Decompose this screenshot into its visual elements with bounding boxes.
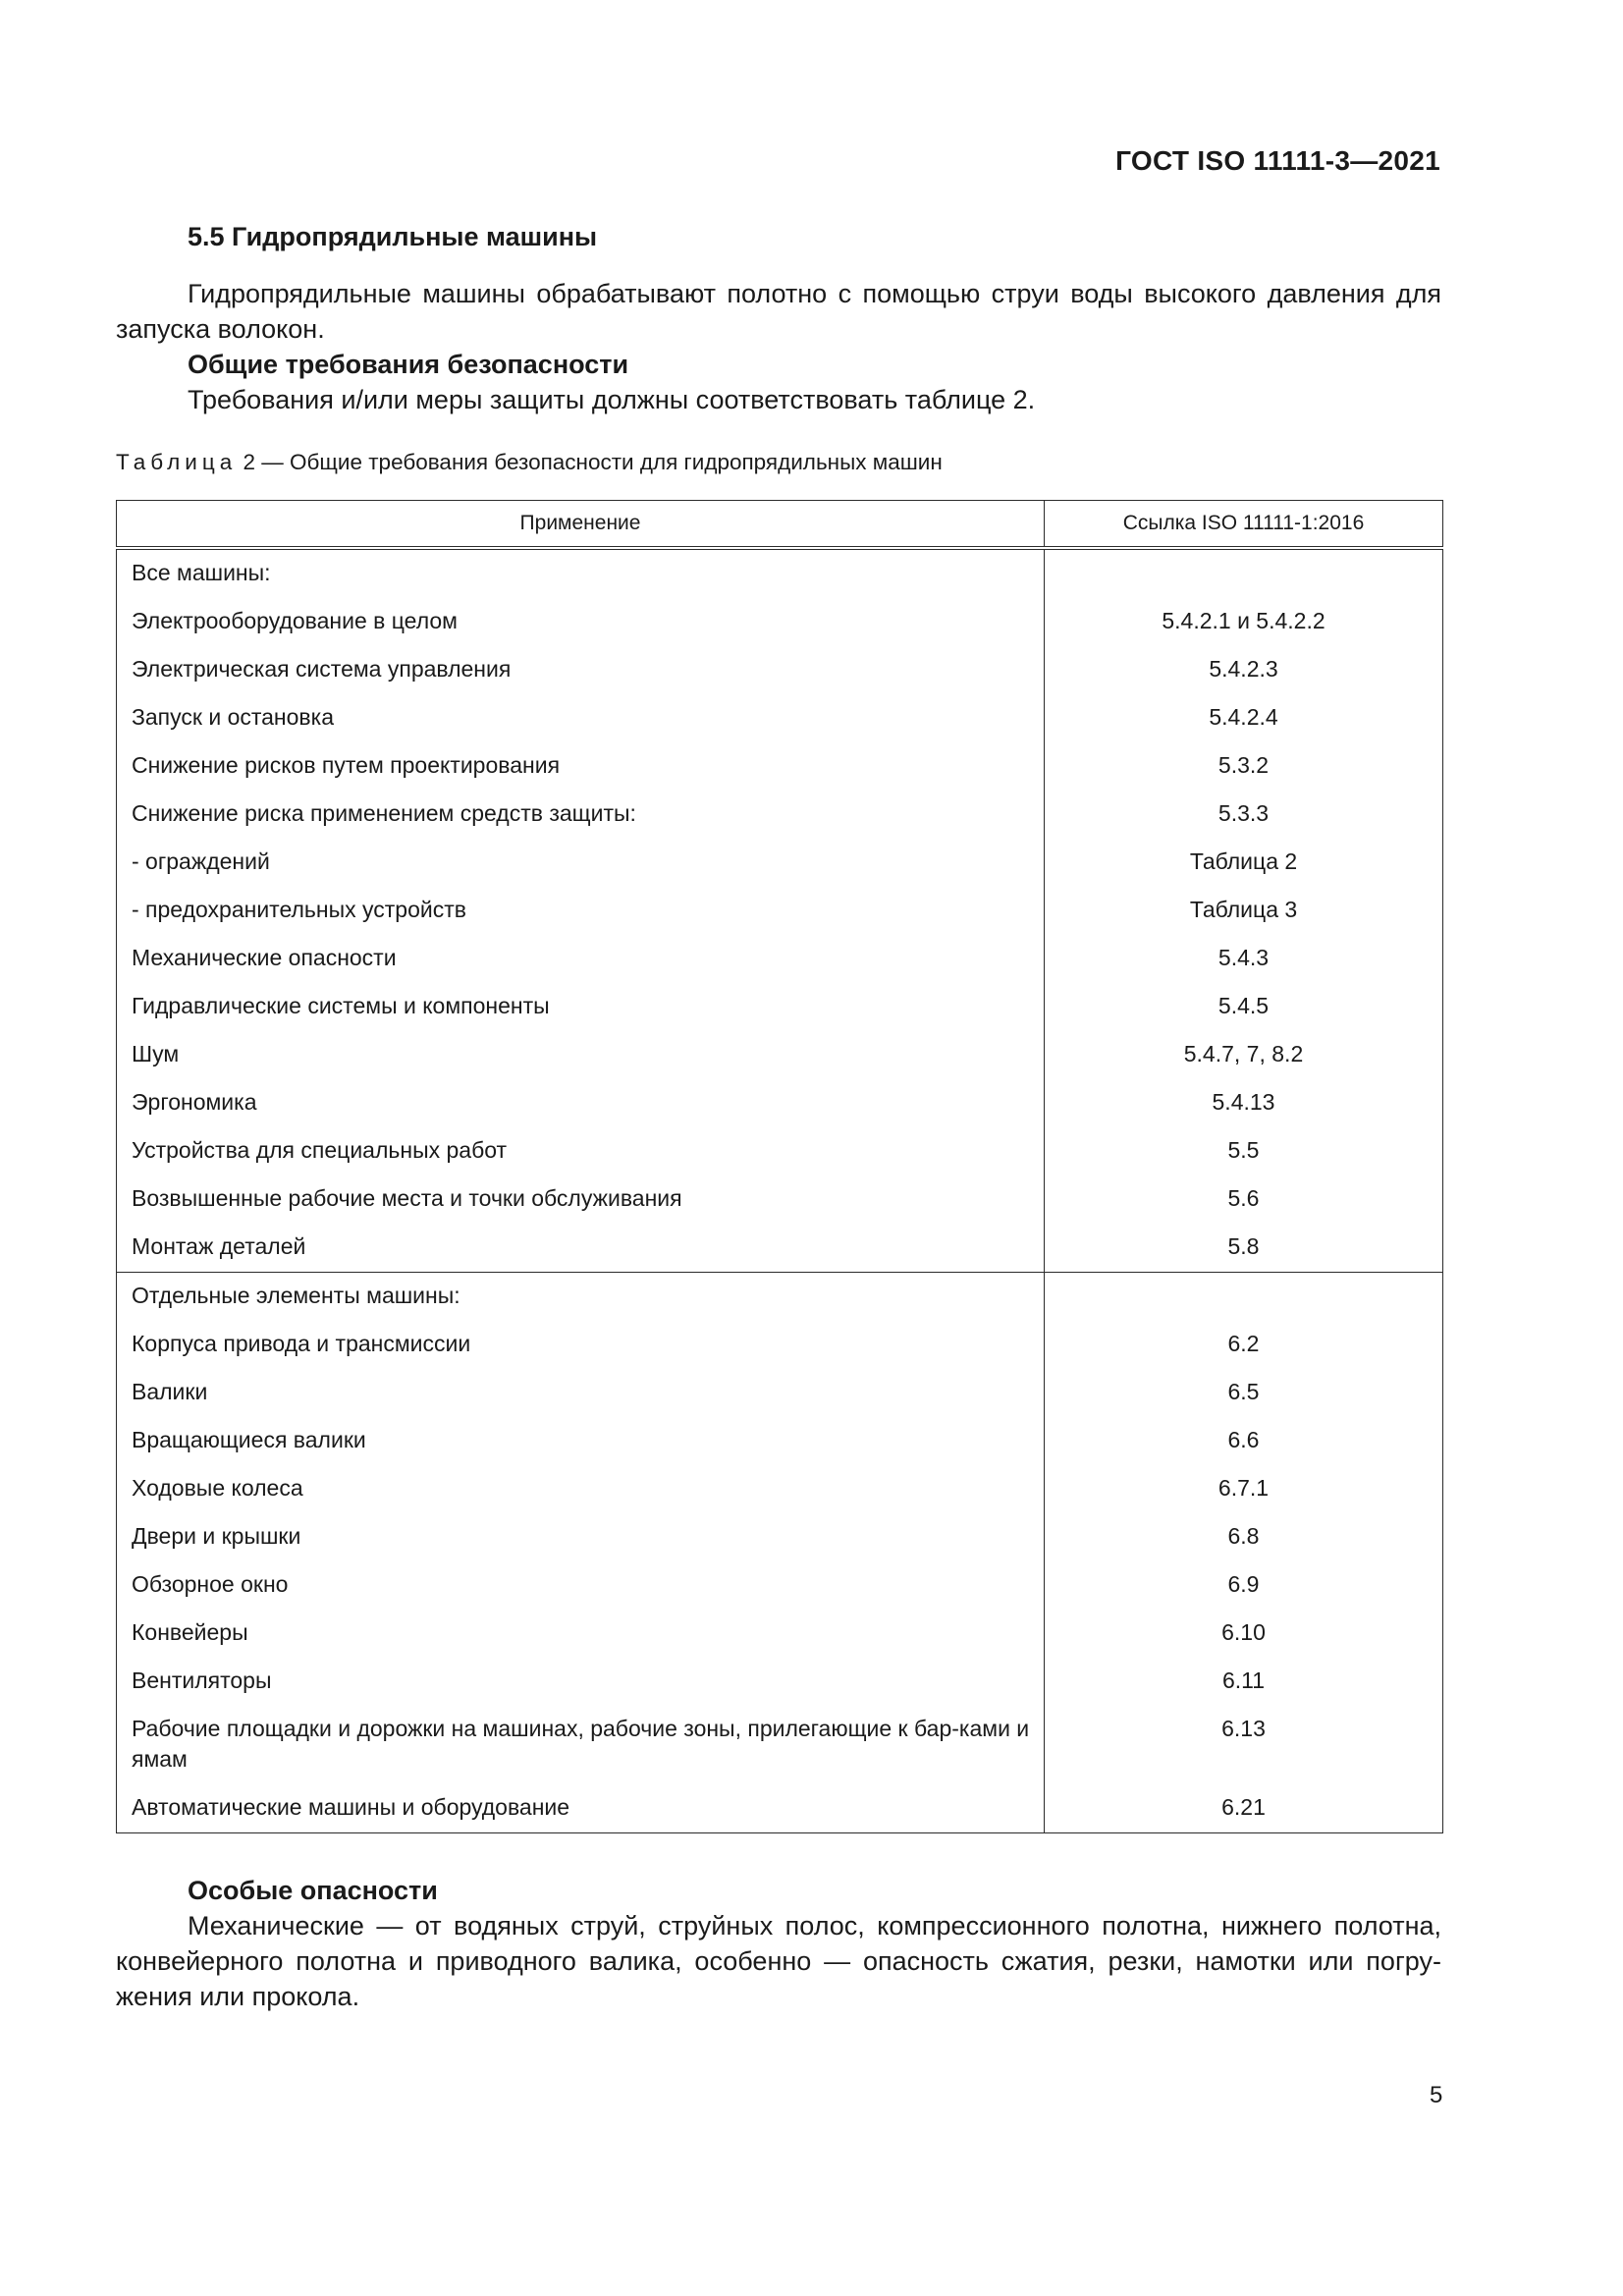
requirements-table <box>116 500 1443 1833</box>
table-row <box>117 1321 1443 1369</box>
cell-application: Снижение рисков путем проектирования <box>117 742 1045 791</box>
cell-reference: 5.4.3 <box>1045 935 1443 983</box>
table-row <box>117 646 1443 694</box>
table-body <box>117 548 1443 1833</box>
table-row <box>117 887 1443 935</box>
table-row <box>117 548 1443 598</box>
cell-reference: 5.4.2.3 <box>1045 646 1443 694</box>
cell-application: Двери и крышки <box>117 1513 1045 1561</box>
cell-reference: 5.4.5 <box>1045 983 1443 1031</box>
cell-reference: 5.6 <box>1045 1175 1443 1224</box>
cell-application: Монтаж деталей <box>117 1224 1045 1273</box>
cell-reference: 6.6 <box>1045 1417 1443 1465</box>
document-code: ГОСТ ISO 11111-3—2021 <box>1115 145 1440 176</box>
cell-reference: 5.4.7, 7, 8.2 <box>1045 1031 1443 1079</box>
page-number: 5 <box>1430 2082 1443 2108</box>
cell-application: Отдельные элементы машины: <box>117 1273 1045 1322</box>
table-row <box>117 1784 1443 1833</box>
cell-application: Обзорное окно <box>117 1561 1045 1610</box>
cell-reference: 6.10 <box>1045 1610 1443 1658</box>
cell-reference: 6.9 <box>1045 1561 1443 1610</box>
cell-application: Корпуса привода и трансмиссии <box>117 1321 1045 1369</box>
table-caption <box>116 450 1441 475</box>
hazards-heading: Особые опасности <box>188 1876 438 1905</box>
cell-application: Ходовые колеса <box>117 1465 1045 1513</box>
table-header-row <box>117 501 1443 549</box>
table-row <box>117 742 1443 791</box>
column-header-application: Применение <box>117 501 1045 549</box>
table-row <box>117 598 1443 646</box>
table-row <box>117 935 1443 983</box>
cell-reference: 6.5 <box>1045 1369 1443 1417</box>
table-row <box>117 1658 1443 1706</box>
table-row <box>117 1706 1443 1784</box>
cell-application: Механические опасности <box>117 935 1045 983</box>
table-row <box>117 1610 1443 1658</box>
cell-application: Вращающиеся валики <box>117 1417 1045 1465</box>
table-row <box>117 1561 1443 1610</box>
table-row <box>117 1465 1443 1513</box>
table-row <box>117 694 1443 742</box>
table-row <box>117 1175 1443 1224</box>
cell-reference: 6.11 <box>1045 1658 1443 1706</box>
general-requirements-heading: Общие требования безопасности <box>188 350 629 379</box>
cell-application: Снижение риска применением средств защиты: <box>117 791 1045 839</box>
cell-application: Вентиляторы <box>117 1658 1045 1706</box>
cell-reference: 6.7.1 <box>1045 1465 1443 1513</box>
table-row <box>117 1127 1443 1175</box>
table-caption-label: Таблица <box>116 450 238 474</box>
cell-application: Автоматические машины и оборудование <box>117 1784 1045 1833</box>
cell-application: - ограждений <box>117 839 1045 887</box>
cell-application: Конвейеры <box>117 1610 1045 1658</box>
table-row <box>117 839 1443 887</box>
cell-reference: 5.5 <box>1045 1127 1443 1175</box>
table-row <box>117 1369 1443 1417</box>
table-row <box>117 791 1443 839</box>
cell-application: Запуск и остановка <box>117 694 1045 742</box>
cell-application: Электрическая система управления <box>117 646 1045 694</box>
section-intro: Гидропрядильные машины обрабатывают полотно с помощью струи воды высокого давления для запуска волокон. <box>116 279 1441 344</box>
table-row <box>117 983 1443 1031</box>
cell-application: Электрооборудование в целом <box>117 598 1045 646</box>
cell-application: Рабочие площадки и дорожки на машинах, рабочие зоны, прилегающие к бар-ками и ямам <box>117 1706 1045 1784</box>
table-row <box>117 1224 1443 1273</box>
cell-application: Гидравлические системы и компоненты <box>117 983 1045 1031</box>
cell-application: Устройства для специальных работ <box>117 1127 1045 1175</box>
hazards-text: Механические — от водяных струй, струйных полос, компрессионного полотна, нижнего полотна, конвейерного полотна и приводного валика, особенно — опасность сжатия, резки, намотки или погру-жения или прокола. <box>116 1911 1441 2011</box>
cell-reference <box>1045 1273 1443 1322</box>
cell-reference: 5.4.2.1 и 5.4.2.2 <box>1045 598 1443 646</box>
cell-reference: 6.21 <box>1045 1784 1443 1833</box>
cell-reference: 5.4.2.4 <box>1045 694 1443 742</box>
cell-application: - предохранительных устройств <box>117 887 1045 935</box>
table-caption-text: 2 — Общие требования безопасности для гидропрядильных машин <box>243 450 943 474</box>
section-heading: 5.5 Гидропрядильные машины <box>188 222 598 251</box>
cell-reference: 5.3.2 <box>1045 742 1443 791</box>
cell-reference: 5.3.3 <box>1045 791 1443 839</box>
general-requirements-text: Требования и/или меры защиты должны соответствовать таблице 2. <box>188 385 1036 414</box>
cell-application: Все машины: <box>117 548 1045 598</box>
table-row <box>117 1031 1443 1079</box>
cell-reference: 5.4.13 <box>1045 1079 1443 1127</box>
table-row <box>117 1273 1443 1322</box>
table-row <box>117 1513 1443 1561</box>
table-row <box>117 1417 1443 1465</box>
cell-reference: 6.13 <box>1045 1706 1443 1784</box>
cell-reference: 5.8 <box>1045 1224 1443 1273</box>
column-header-reference: Ссылка ISO 11111-1:2016 <box>1045 501 1443 549</box>
table-row <box>117 1079 1443 1127</box>
cell-application: Шум <box>117 1031 1045 1079</box>
cell-reference: Таблица 3 <box>1045 887 1443 935</box>
cell-reference: 6.8 <box>1045 1513 1443 1561</box>
page-content <box>116 222 1441 2014</box>
cell-reference <box>1045 548 1443 598</box>
cell-reference: 6.2 <box>1045 1321 1443 1369</box>
cell-application: Валики <box>117 1369 1045 1417</box>
cell-application: Возвышенные рабочие места и точки обслуживания <box>117 1175 1045 1224</box>
cell-reference: Таблица 2 <box>1045 839 1443 887</box>
cell-application: Эргономика <box>117 1079 1045 1127</box>
hazards-block <box>116 1873 1441 2014</box>
